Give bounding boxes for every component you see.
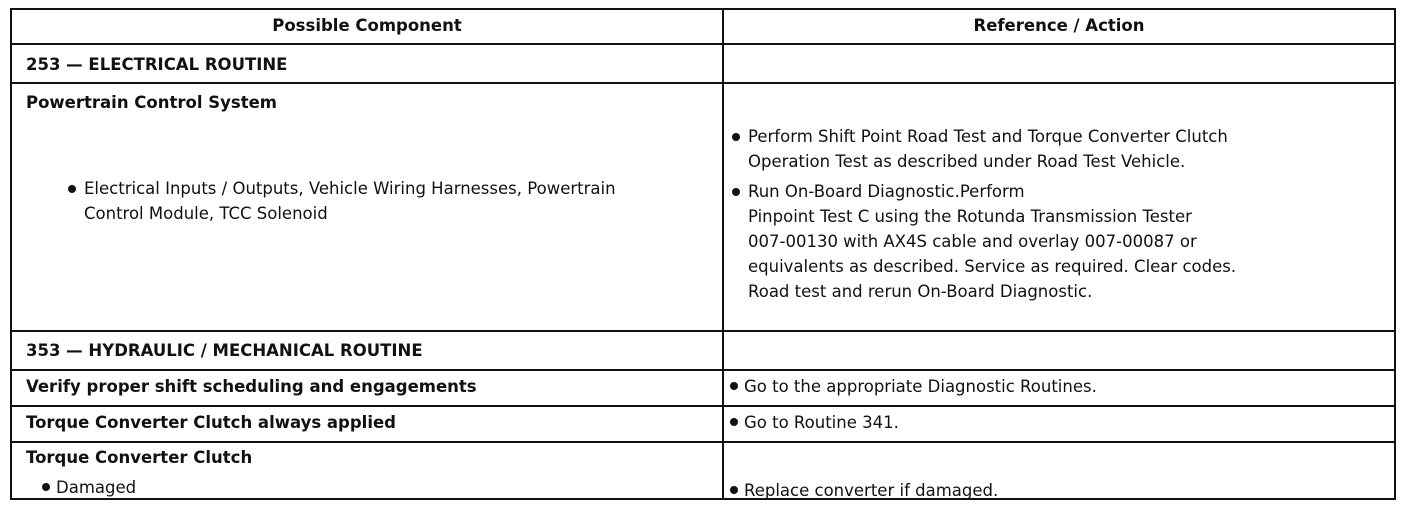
row-divider: [12, 330, 1394, 332]
bullet-icon: [730, 382, 738, 390]
row-divider: [12, 405, 1394, 407]
row-divider: [12, 441, 1394, 443]
component-item-line-1: Electrical Inputs / Outputs, Vehicle Wiring Harnesses, Powertrain: [84, 179, 616, 198]
diagnostic-table: [10, 8, 1396, 500]
action-2-line-5: Road test and rerun On-Board Diagnostic.: [748, 282, 1093, 301]
component-item: [66, 176, 616, 226]
action-item-1: [730, 124, 1228, 174]
section-title-353: 353 — HYDRAULIC / MECHANICAL ROUTINE: [26, 341, 423, 360]
bullet-icon: [732, 188, 740, 196]
action-2-line-4: equivalents as described. Service as required. Clear codes.: [748, 257, 1237, 276]
bullet-icon: [730, 418, 738, 426]
action-2-line-3: 007-00130 with AX4S cable and overlay 007-00087 or: [748, 232, 1197, 251]
component-tcc-title: Torque Converter Clutch: [26, 448, 253, 467]
component-verify-shift: Verify proper shift scheduling and engagements: [26, 377, 477, 396]
action-2-line-2: Pinpoint Test C using the Rotunda Transmission Tester: [748, 207, 1192, 226]
component-item-line-2: Control Module, TCC Solenoid: [84, 204, 328, 223]
bullet-icon: [42, 483, 50, 491]
action-replace-converter: Replace converter if damaged.: [730, 478, 998, 503]
system-title: Powertrain Control System: [26, 93, 277, 112]
row-divider: [12, 82, 1394, 84]
bullet-icon: [730, 486, 738, 494]
bullet-icon: [68, 185, 76, 193]
column-header-action: Reference / Action: [973, 16, 1145, 35]
section-title-253: 253 — ELECTRICAL ROUTINE: [26, 55, 288, 74]
header-divider: [12, 43, 1394, 45]
action-diagnostic-routines: Go to the appropriate Diagnostic Routines.: [730, 374, 1097, 399]
action-item-2: [730, 179, 1236, 304]
component-damaged: Damaged: [42, 475, 136, 500]
bullet-icon: [732, 133, 740, 141]
action-routine-341: Go to Routine 341.: [730, 410, 899, 435]
action-1-line-2: Operation Test as described under Road Test Vehicle.: [748, 152, 1186, 171]
component-tcc-always-applied: Torque Converter Clutch always applied: [26, 413, 396, 432]
action-2-line-1: Run On-Board Diagnostic.Perform: [748, 182, 1025, 201]
action-1-line-1: Perform Shift Point Road Test and Torque Converter Clutch: [748, 127, 1228, 146]
row-divider: [12, 369, 1394, 371]
column-header-component: Possible Component: [272, 16, 462, 35]
